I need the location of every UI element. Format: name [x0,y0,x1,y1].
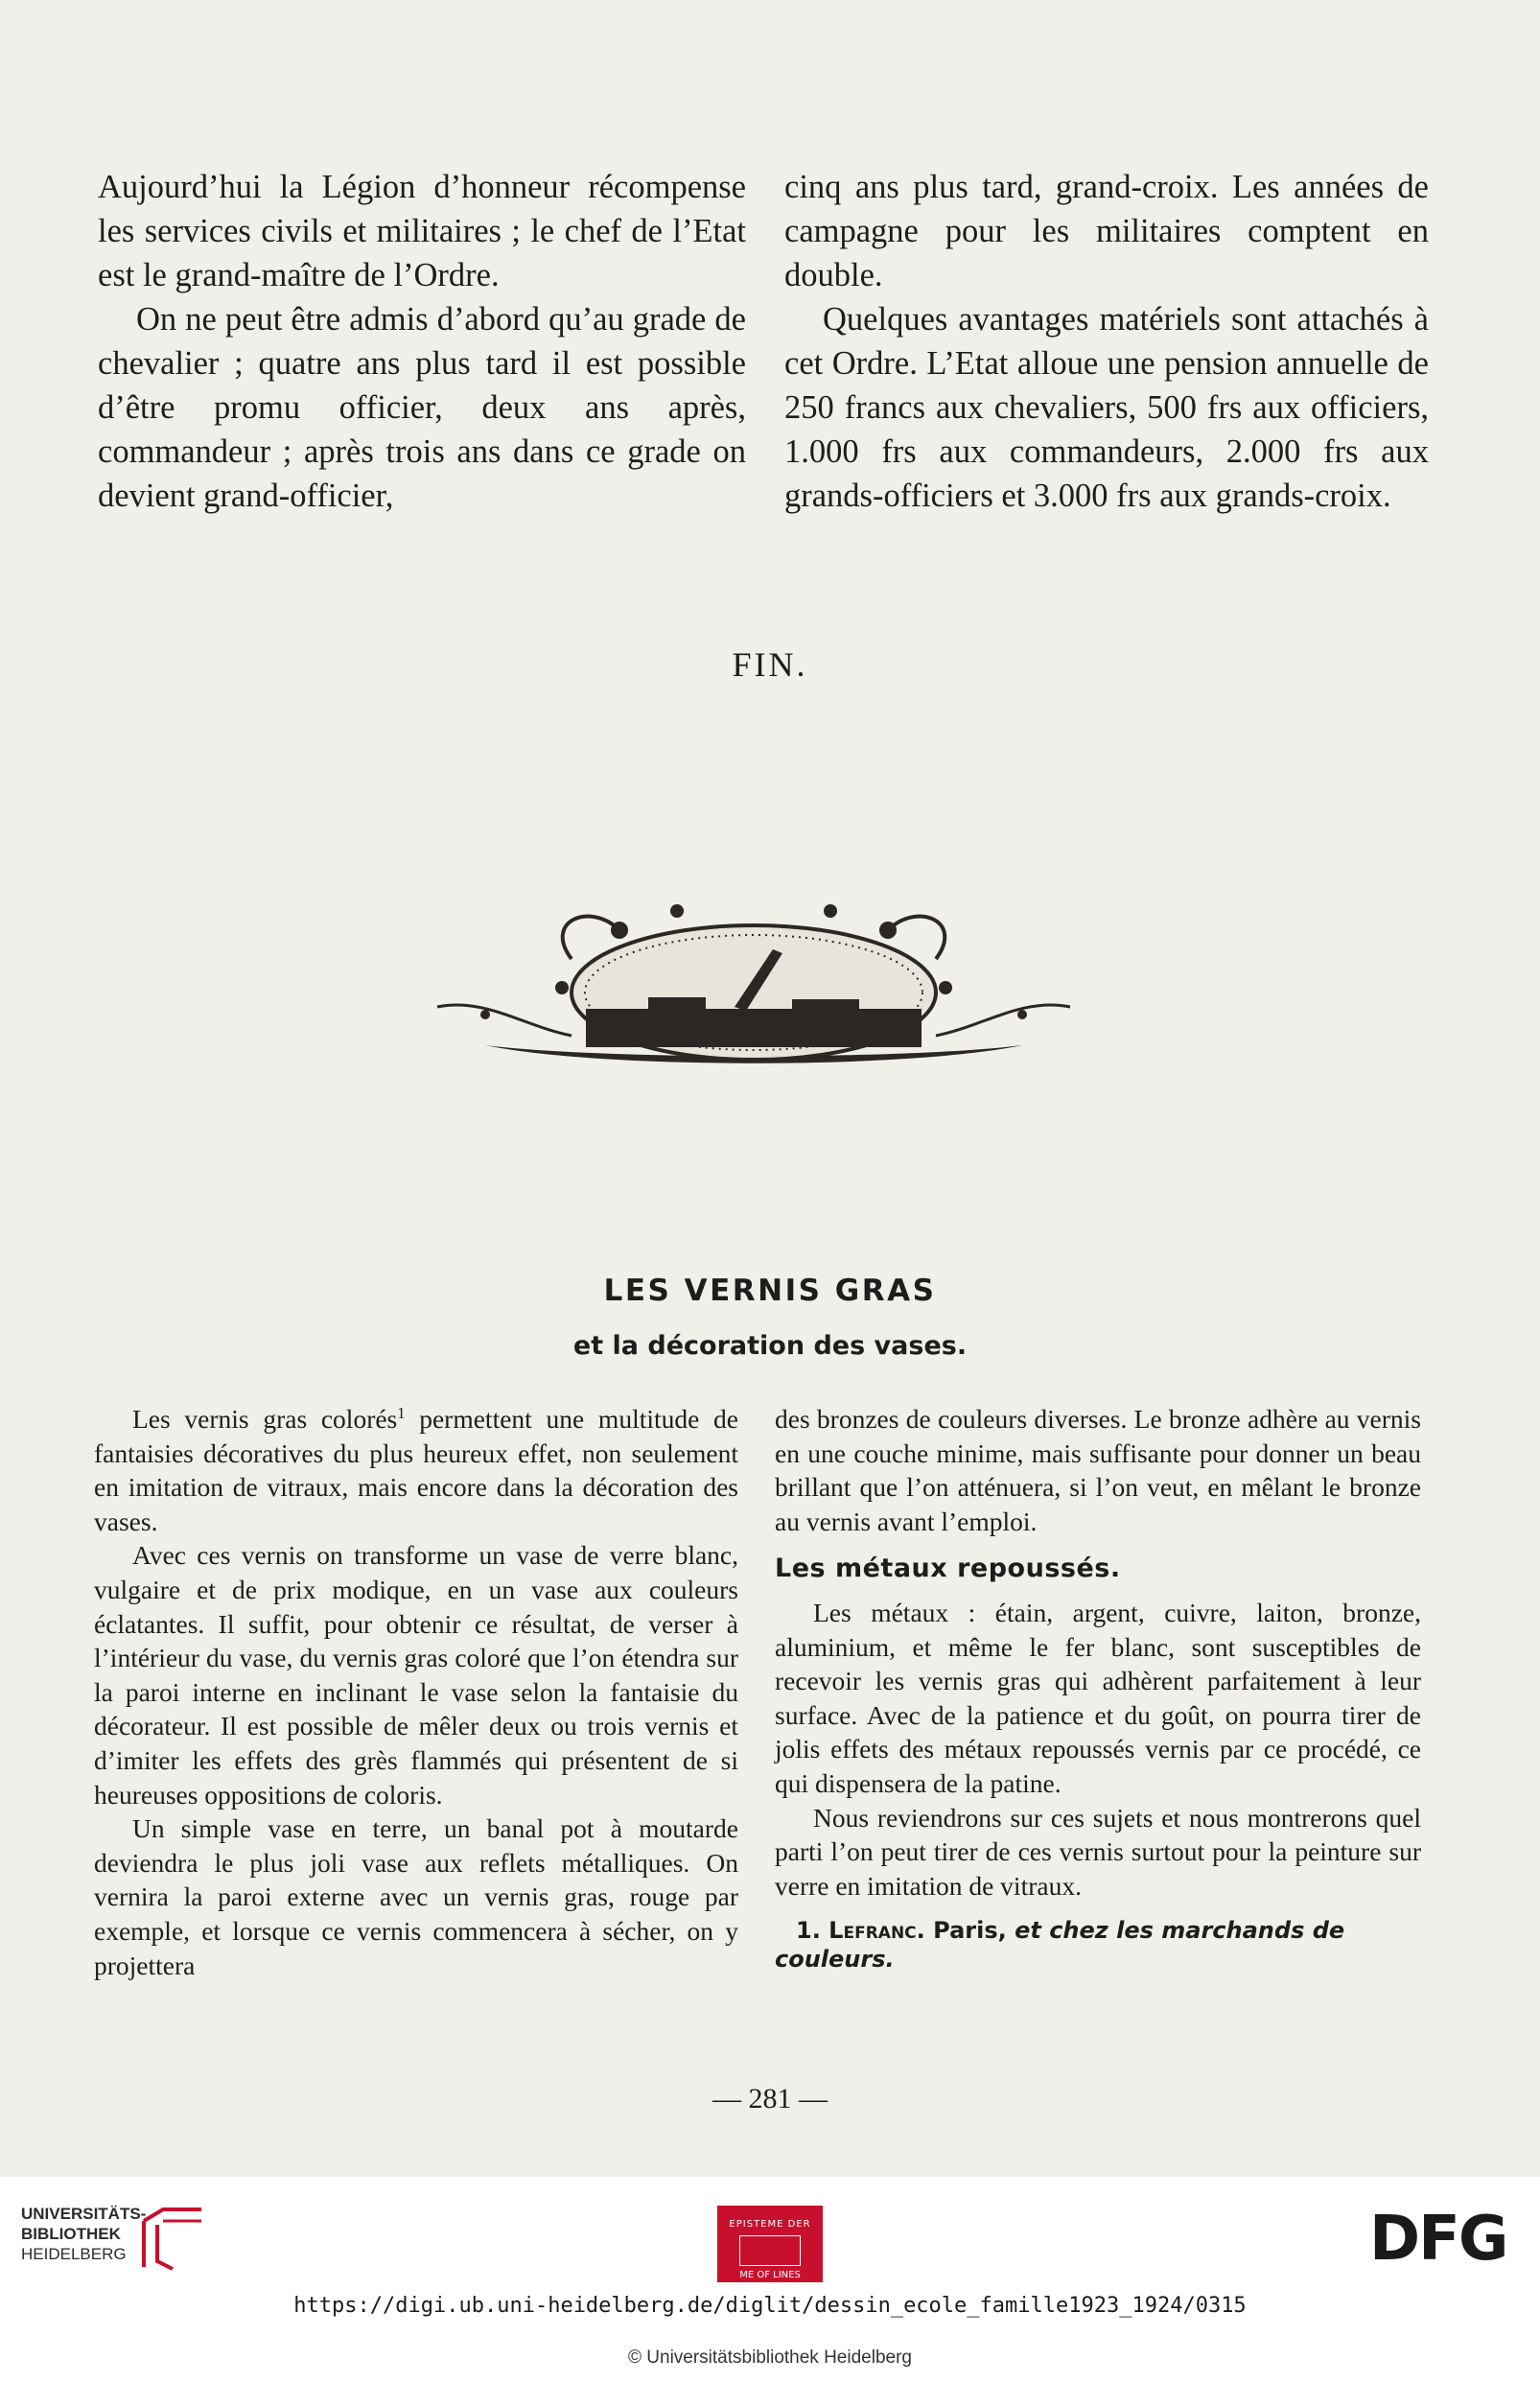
article-subtitle: et la décoration des vases. [572,1331,968,1361]
paragraph-text: Les vernis gras colorés [132,1404,398,1434]
paragraph: On ne peut être admis d’abord qu’au grade de chevalier ; quatre ans plus tard il est possible d’être promu officier, deux ans après, commandeur ; après trois ans dans ce grade on devient grand-officier, [98,301,746,514]
paragraph: Les métaux : étain, argent, cuivre, laiton, bronze, aluminium, et même le fer blanc, sont susceptibles de recevoir les vernis gras qui adhèrent parfaitement à leur surface. Avec de la patience et du goût, on pourra tirer de jolis effets des métaux repoussés vernis par ce procédé, ce qui dispensera de la patine. [775,1597,1421,1798]
episteme-logo[interactable] [717,2206,823,2282]
page-number: — 281 — [712,2083,828,2114]
episteme-logo-box-icon [739,2235,801,2266]
top-right-column [784,165,1429,518]
footnote-number: 1. [796,1917,829,1945]
top-left-column [98,165,746,518]
ub-logo-line: UNIVERSITÄTS- [21,2205,147,2223]
paragraph: Aujourd’hui la Légion d’honneur récompense les services civils et militaires ; le chef de l’Etat est le grand-maître de l’Ordre. [98,169,746,293]
footnote-marker: 1 [397,1403,406,1422]
dfg-logo[interactable]: DFG [1369,2204,1507,2275]
footnote-text: et chez les marchands de couleurs. [775,1917,1345,1974]
paragraph [94,1402,738,1538]
footnote-name: Lefranc [828,1917,917,1945]
footnote-place: . Paris, [916,1917,1015,1945]
ub-logo-line: HEIDELBERG [21,2245,127,2263]
episteme-logo-text: ME OF LINES [739,2270,801,2280]
permalink-url[interactable]: https://digi.ub.uni-heidelberg.de/diglit/dessin_ecole_famille1923_1924/0315 [293,2294,1247,2318]
section-heading: Les métaux repoussés. [775,1554,1121,1584]
paragraph: Nous reviendrons sur ces sujets et nous montrerons quel parti l’on peut tirer de ces vernis surtout pour la peinture sur verre en imitation de vitraux. [775,1802,1421,1901]
article-left-column [94,1402,738,1982]
paragraph: des bronzes de couleurs diverses. Le bronze adhère au vernis en une couche minime, mais suffisante pour donner un beau brillant que l’on atténuera, si l’on veut, en mêlant le bronze au vernis avant l’emploi. [775,1404,1421,1536]
episteme-logo-text: EPISTEME DER [729,2219,811,2230]
footnote [775,1916,1421,1974]
paragraph: Quelques avantages matériels sont attachés à cet Ordre. L’Etat alloue une pension annuelle de 250 francs aux chevaliers, 500 frs aux officiers, 1.000 frs aux commandeurs, 2.000 frs aux grands-officiers et 3.000 frs aux grands-croix. [784,301,1429,514]
paragraph-text: permettent une multitude de fantaisies décoratives du plus heureux effet, non seulement en imitation de vitraux, mais encore dans la décoration des vases. [94,1404,739,1536]
paragraph: Avec ces vernis on transforme un vase de verre blanc, vulgaire et de prix modique, en un vase aux couleurs éclatantes. Il suffit, pour obtenir ce résultat, de verser à l’intérieur du vase, du vernis gras coloré que l’on étendra sur la paroi interne en inclinant le vase selon la fantaisie du décorateur. Il est possible de mêler deux ou trois vernis et d’imiter les effets des grès flammés qui présentent de si heureuses oppositions de coloris. [94,1540,738,1810]
article-right-column [775,1402,1421,1974]
ub-logo-line: BIBLIOTHEK [21,2225,121,2243]
decorative-vignette-icon [428,892,1080,1074]
article-title: LES VERNIS GRAS [603,1273,937,1308]
paragraph: Un simple vase en terre, un banal pot à moutarde deviendra le plus joli vase aux reflets métalliques. On vernira la paroi externe avec un vernis gras, rouge par exemple, et lorsque ce vernis commencera à sécher, on y projettera [94,1813,738,1980]
fin-label: FIN. [732,645,808,684]
copyright-notice: © Universitätsbibliothek Heidelberg [628,2348,912,2368]
ub-bracket-icon [134,2202,211,2271]
paragraph: cinq ans plus tard, grand-croix. Les années de campagne pour les militaires comptent en double. [784,169,1429,293]
